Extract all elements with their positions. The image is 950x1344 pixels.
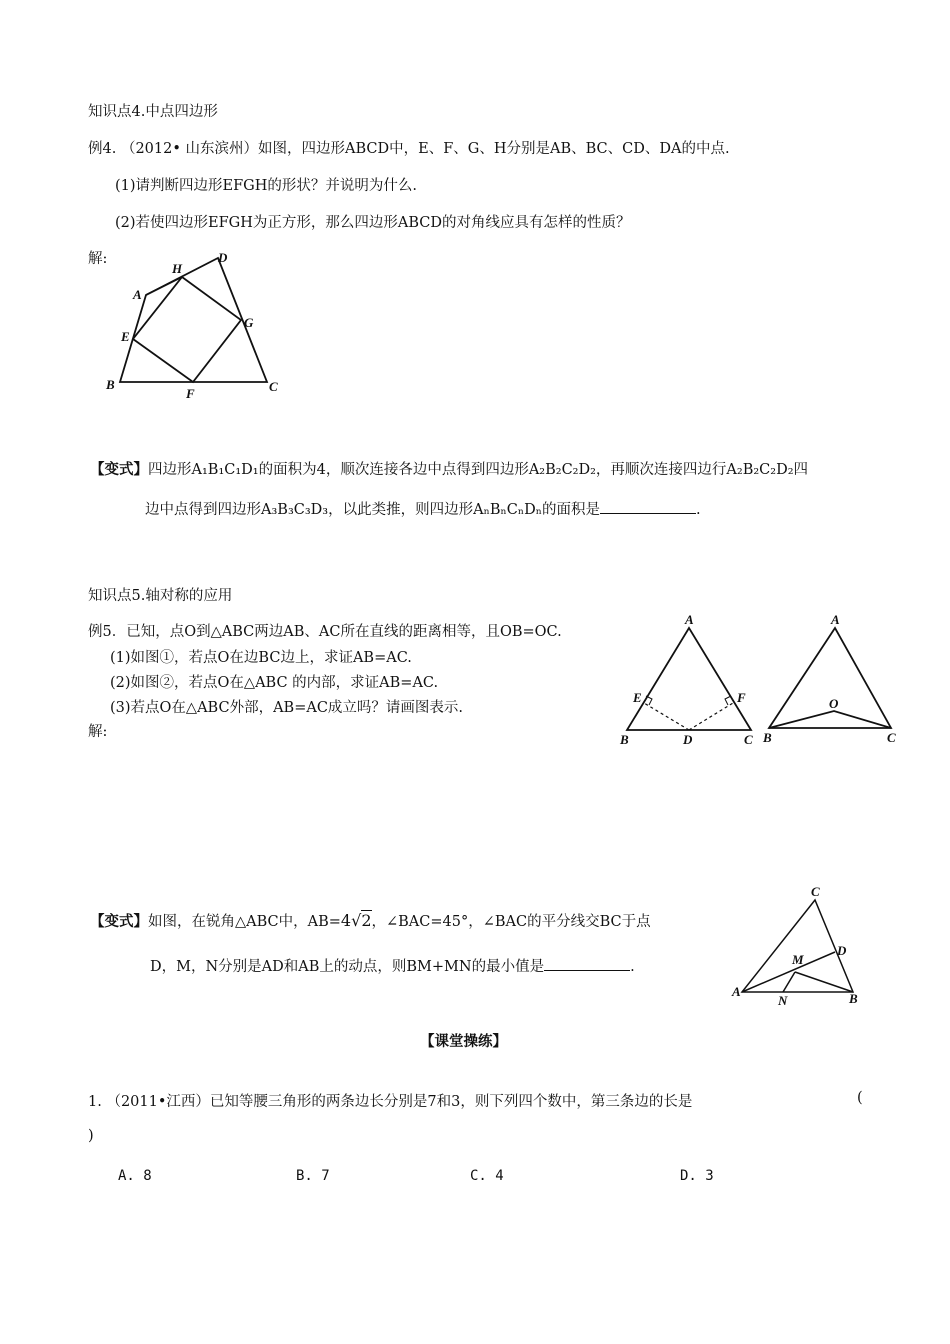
variant4-tag: 【变式】 xyxy=(90,461,148,478)
option-a[interactable]: A. 8 xyxy=(118,1168,152,1184)
label-A: A xyxy=(133,287,142,302)
fig2-label-O: O xyxy=(829,696,839,711)
fig2-label-C: C xyxy=(887,730,896,745)
label-E: E xyxy=(121,329,130,344)
sqrt-coefficient: 4 xyxy=(340,911,352,930)
label-H: H xyxy=(172,261,183,276)
practice-question1: 1. （2011•江西）已知等腰三角形的两条边长分别是7和3，则下列四个数中，第三条边的长是 xyxy=(88,1094,693,1110)
section4-heading: 知识点4.中点四边形 xyxy=(88,104,218,120)
fig1-label-F: F xyxy=(737,690,746,705)
variant5-line2-text: D，M，N分别是AD和AB上的动点，则BM+MN的最小值是 xyxy=(150,959,545,975)
sqrt-radicand: 2 xyxy=(361,911,372,930)
variant4-line1-text: 四边形A₁B₁C₁D₁的面积为4，顺次连接各边中点得到四边形A₂B₂C₂D₂，再顺次连接四边行A₂B₂C₂D₂四 xyxy=(148,462,809,478)
label-B: B xyxy=(106,377,115,392)
example4-text: 例4. （2012• 山东滨州）如图，四边形ABCD中，E、F、G、H分别是AB、BC、CD、DA的中点. xyxy=(88,141,730,157)
fig3-label-A: A xyxy=(732,984,741,999)
example5-text: 例5．已知，点O到△ABC两边AB、AC所在直线的距离相等，且OB=OC. xyxy=(88,624,562,640)
fig3-label-M: M xyxy=(792,952,804,967)
fig3-label-N: N xyxy=(778,993,788,1008)
fig3-label-D: D xyxy=(837,943,847,958)
fig2-label-B: B xyxy=(763,730,772,745)
option-c[interactable]: C. 4 xyxy=(470,1168,504,1184)
example5-question3: (3)若点O在△ABC外部，AB=AC成立吗？请画图表示. xyxy=(110,700,464,716)
practice-heading: 【课堂操练】 xyxy=(420,1033,507,1050)
label-G: G xyxy=(244,315,254,330)
fig3-label-C: C xyxy=(811,884,820,899)
sqrt-symbol: √ xyxy=(351,911,362,930)
variant5-tag: 【变式】 xyxy=(90,913,148,930)
label-F: F xyxy=(186,386,195,401)
fig1-label-E: E xyxy=(633,690,642,705)
variant4-line2-text: 边中点得到四边形A₃B₃C₃D₃，以此类推，则四边形AₙBₙCₙDₙ的面积是 xyxy=(145,502,601,518)
section5-heading: 知识点5.轴对称的应用 xyxy=(88,588,233,604)
example5-question1: (1)如图①，若点O在边BC边上，求证AB=AC. xyxy=(110,650,412,666)
example4-question1: (1)请判断四边形EFGH的形状？并说明为什么. xyxy=(115,178,418,194)
label-C: C xyxy=(269,379,278,394)
fig2-label-A: A xyxy=(831,612,840,627)
label-D: D xyxy=(218,250,228,265)
practice-paren-open: ( xyxy=(857,1090,863,1106)
example4-solution-label: 解: xyxy=(88,251,108,267)
variant5-line2-period: . xyxy=(630,959,635,975)
example5-solution-label: 解: xyxy=(88,724,108,740)
fig1-label-B: B xyxy=(620,732,629,747)
option-b[interactable]: B. 7 xyxy=(296,1168,330,1184)
option-d[interactable]: D. 3 xyxy=(680,1168,714,1184)
practice-paren-close: ) xyxy=(88,1128,94,1144)
variant5-line1-text: 如图，在锐角△ABC中，AB= xyxy=(148,914,341,930)
fig1-label-C: C xyxy=(744,732,753,747)
example5-question2: (2)如图②，若点O在△ABC 的内部，求证AB=AC. xyxy=(110,675,439,691)
fig3-label-B: B xyxy=(849,991,858,1006)
example4-question2: (2)若使四边形EFGH为正方形，那么四边形ABCD的对角线应具有怎样的性质？ xyxy=(115,215,631,231)
fig1-label-D: D xyxy=(683,732,693,747)
variant4-line2-period: . xyxy=(696,502,701,518)
variant5-line1-rest: ，∠BAC=45°，∠BAC的平分线交BC于点 xyxy=(371,914,651,930)
fig1-label-A: A xyxy=(685,612,694,627)
